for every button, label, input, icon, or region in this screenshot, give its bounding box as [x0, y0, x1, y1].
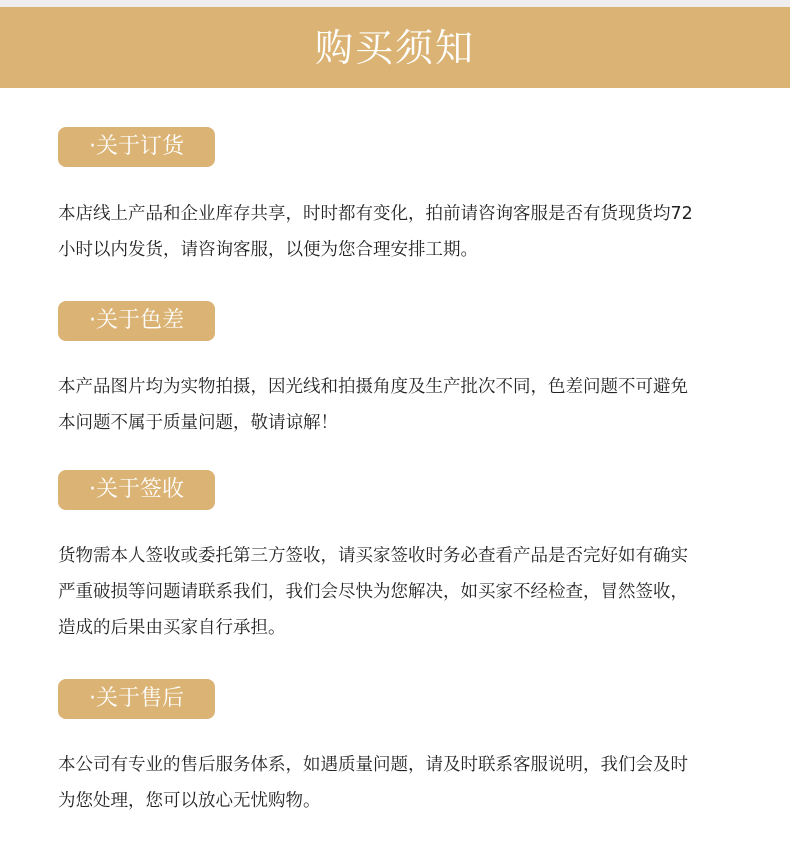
section-tag-color-difference: ·关于色差 — [58, 301, 215, 341]
section-body-after-sales — [58, 747, 748, 819]
section-tag-ordering: ·关于订货 — [58, 127, 215, 167]
section-body-ordering — [58, 196, 748, 268]
section-body-color-difference — [58, 369, 748, 441]
text-line: 本问题不属于质量问题，敬请谅解！ — [58, 413, 338, 433]
section-body-receipt — [58, 538, 748, 646]
section-tag-receipt: ·关于签收 — [58, 470, 215, 510]
text-line: 为您处理，您可以放心无忧购物。 — [58, 791, 321, 811]
text-line: 本店线上产品和企业库存共享，时时都有变化，拍前请咨询客服是否有货现货均72 — [58, 204, 693, 224]
top-strip — [0, 0, 790, 7]
text-line: 造成的后果由买家自行承担。 — [58, 618, 286, 638]
text-line: 严重破损等问题请联系我们，我们会尽快为您解决，如买家不经检查，冒然签收， — [58, 582, 688, 602]
header-banner — [0, 7, 790, 88]
text-line: 货物需本人签收或委托第三方签收，请买家签收时务必查看产品是否完好如有确实 — [58, 546, 688, 566]
text-line: 小时以内发货，请咨询客服，以便为您合理安排工期。 — [58, 240, 478, 260]
page-title: 购买须知 — [314, 25, 475, 70]
section-tag-after-sales: ·关于售后 — [58, 679, 215, 719]
text-line: 本产品图片均为实物拍摄，因光线和拍摄角度及生产批次不同，色差问题不可避免 — [58, 377, 688, 397]
text-line: 本公司有专业的售后服务体系，如遇质量问题，请及时联系客服说明，我们会及时 — [58, 755, 688, 775]
